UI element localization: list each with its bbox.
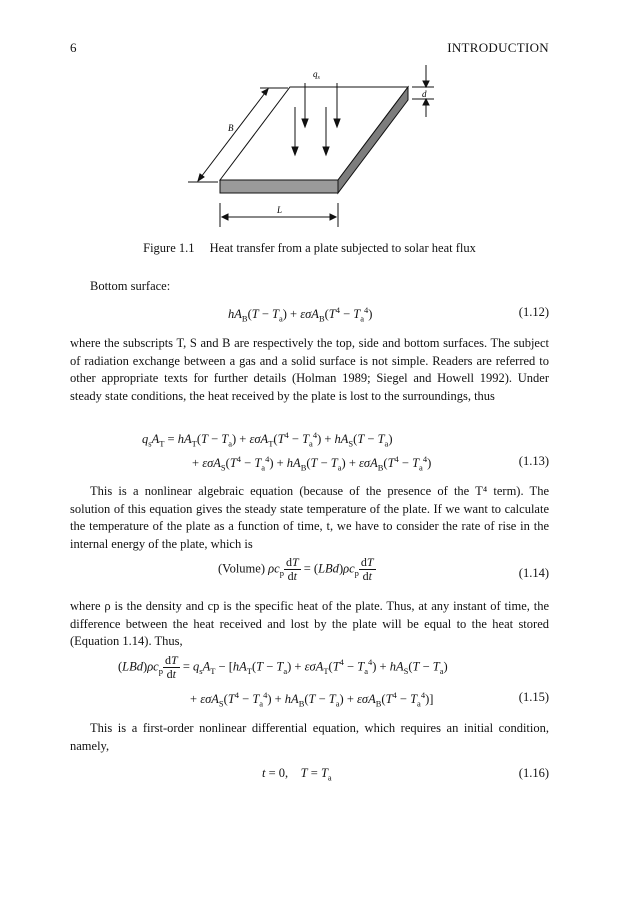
d-label: d	[422, 89, 427, 99]
equation-1-15-line1: $(LBd)\rho c_p$ $\frac{dT}{dt}$ = $q_sA_T - [hA_T(T - T_a) + \varepsilon\sigma A_T(T^4 - T_a^4) + hA_S(T - T_a)$	[118, 653, 448, 681]
equation-1-15-line2: + $\varepsilon\sigma A_S(T^4 - T_a^4) + hA_B(T - T_a) + \varepsilon\sigma A_B(T^4 - T_a^4)$]	[190, 690, 434, 709]
l-label: L	[277, 205, 283, 215]
figure-caption	[0, 241, 619, 256]
equation-1-13-line1: $q_sA_T = hA_T(T - T_a) + \varepsilon\sigma A_T(T^4 - T_a^4) + hA_S(T - T_a)$	[142, 430, 393, 449]
paragraph-subscripts: where the subscripts T, S and B are respectively the top, side and bottom surfaces. The subject of radiation exchange between a gas and a solid surface is not simple. Readers are referred to other appropriate texts for further details (Holman 1989; Siegel and Howell 1992). Under steady state conditions, the heat received by the plate is lost to the surroundings, thus	[70, 336, 549, 403]
equation-1-13-line2: + $\varepsilon\sigma A_S(T^4 - T_a^4) + hA_B(T - T_a) + \varepsilon\sigma A_B(T^4 - T_a^4)$	[192, 454, 432, 473]
plate-figure	[180, 55, 440, 235]
plate-front-edge	[220, 180, 338, 193]
b-label: B	[228, 123, 234, 133]
paragraph-density: where ρ is the density and cp is the specific heat of the plate. Thus, at any instant of time, the difference between the heat received and lost by the plate will be equal to the heat stored (Equation 1.14). Thus,	[70, 599, 549, 648]
paragraph-first-order: This is a first-order nonlinear differential equation, which requires an initial condition, namely,	[70, 721, 549, 753]
caption-text: Heat transfer from a plate subjected to solar heat flux	[209, 241, 476, 255]
equation-1-12: $hA_B(T - T_a) + \varepsilon\sigma A_B(T^4 - T_a^4)$	[228, 305, 373, 324]
equation-1-14: (Volume) $\rho c_p$ $\frac{dT}{dt}$ = $(LBd)\rho c_p$ $\frac{dT}{dt}$	[218, 555, 374, 583]
qs-label: $q_s$	[313, 69, 320, 81]
equation-number-1-14: (1.14)	[518, 566, 549, 580]
equation-number-1-15: (1.15)	[518, 690, 549, 704]
equation-1-16: t = 0, $T = T_a$	[262, 766, 332, 783]
running-head: INTRODUCTION	[447, 40, 549, 55]
caption-number: Figure 1.1	[143, 241, 195, 255]
equation-number-1-13: (1.13)	[518, 454, 549, 468]
page-number: 6	[70, 40, 77, 55]
paragraph-nonlinear: This is a nonlinear algebraic equation (because of the presence of the T⁴ term). The solution of this equation gives the steady state temperature of the plate. If we want to calculate the temperature of the plate as a function of time, t, we have to consider the rate of rise in the internal energy of the plate, which is	[70, 484, 549, 551]
equation-number-1-16: (1.16)	[518, 766, 549, 780]
equation-number-1-12: (1.12)	[518, 305, 549, 319]
bottom-surface-label: Bottom surface:	[90, 279, 171, 293]
